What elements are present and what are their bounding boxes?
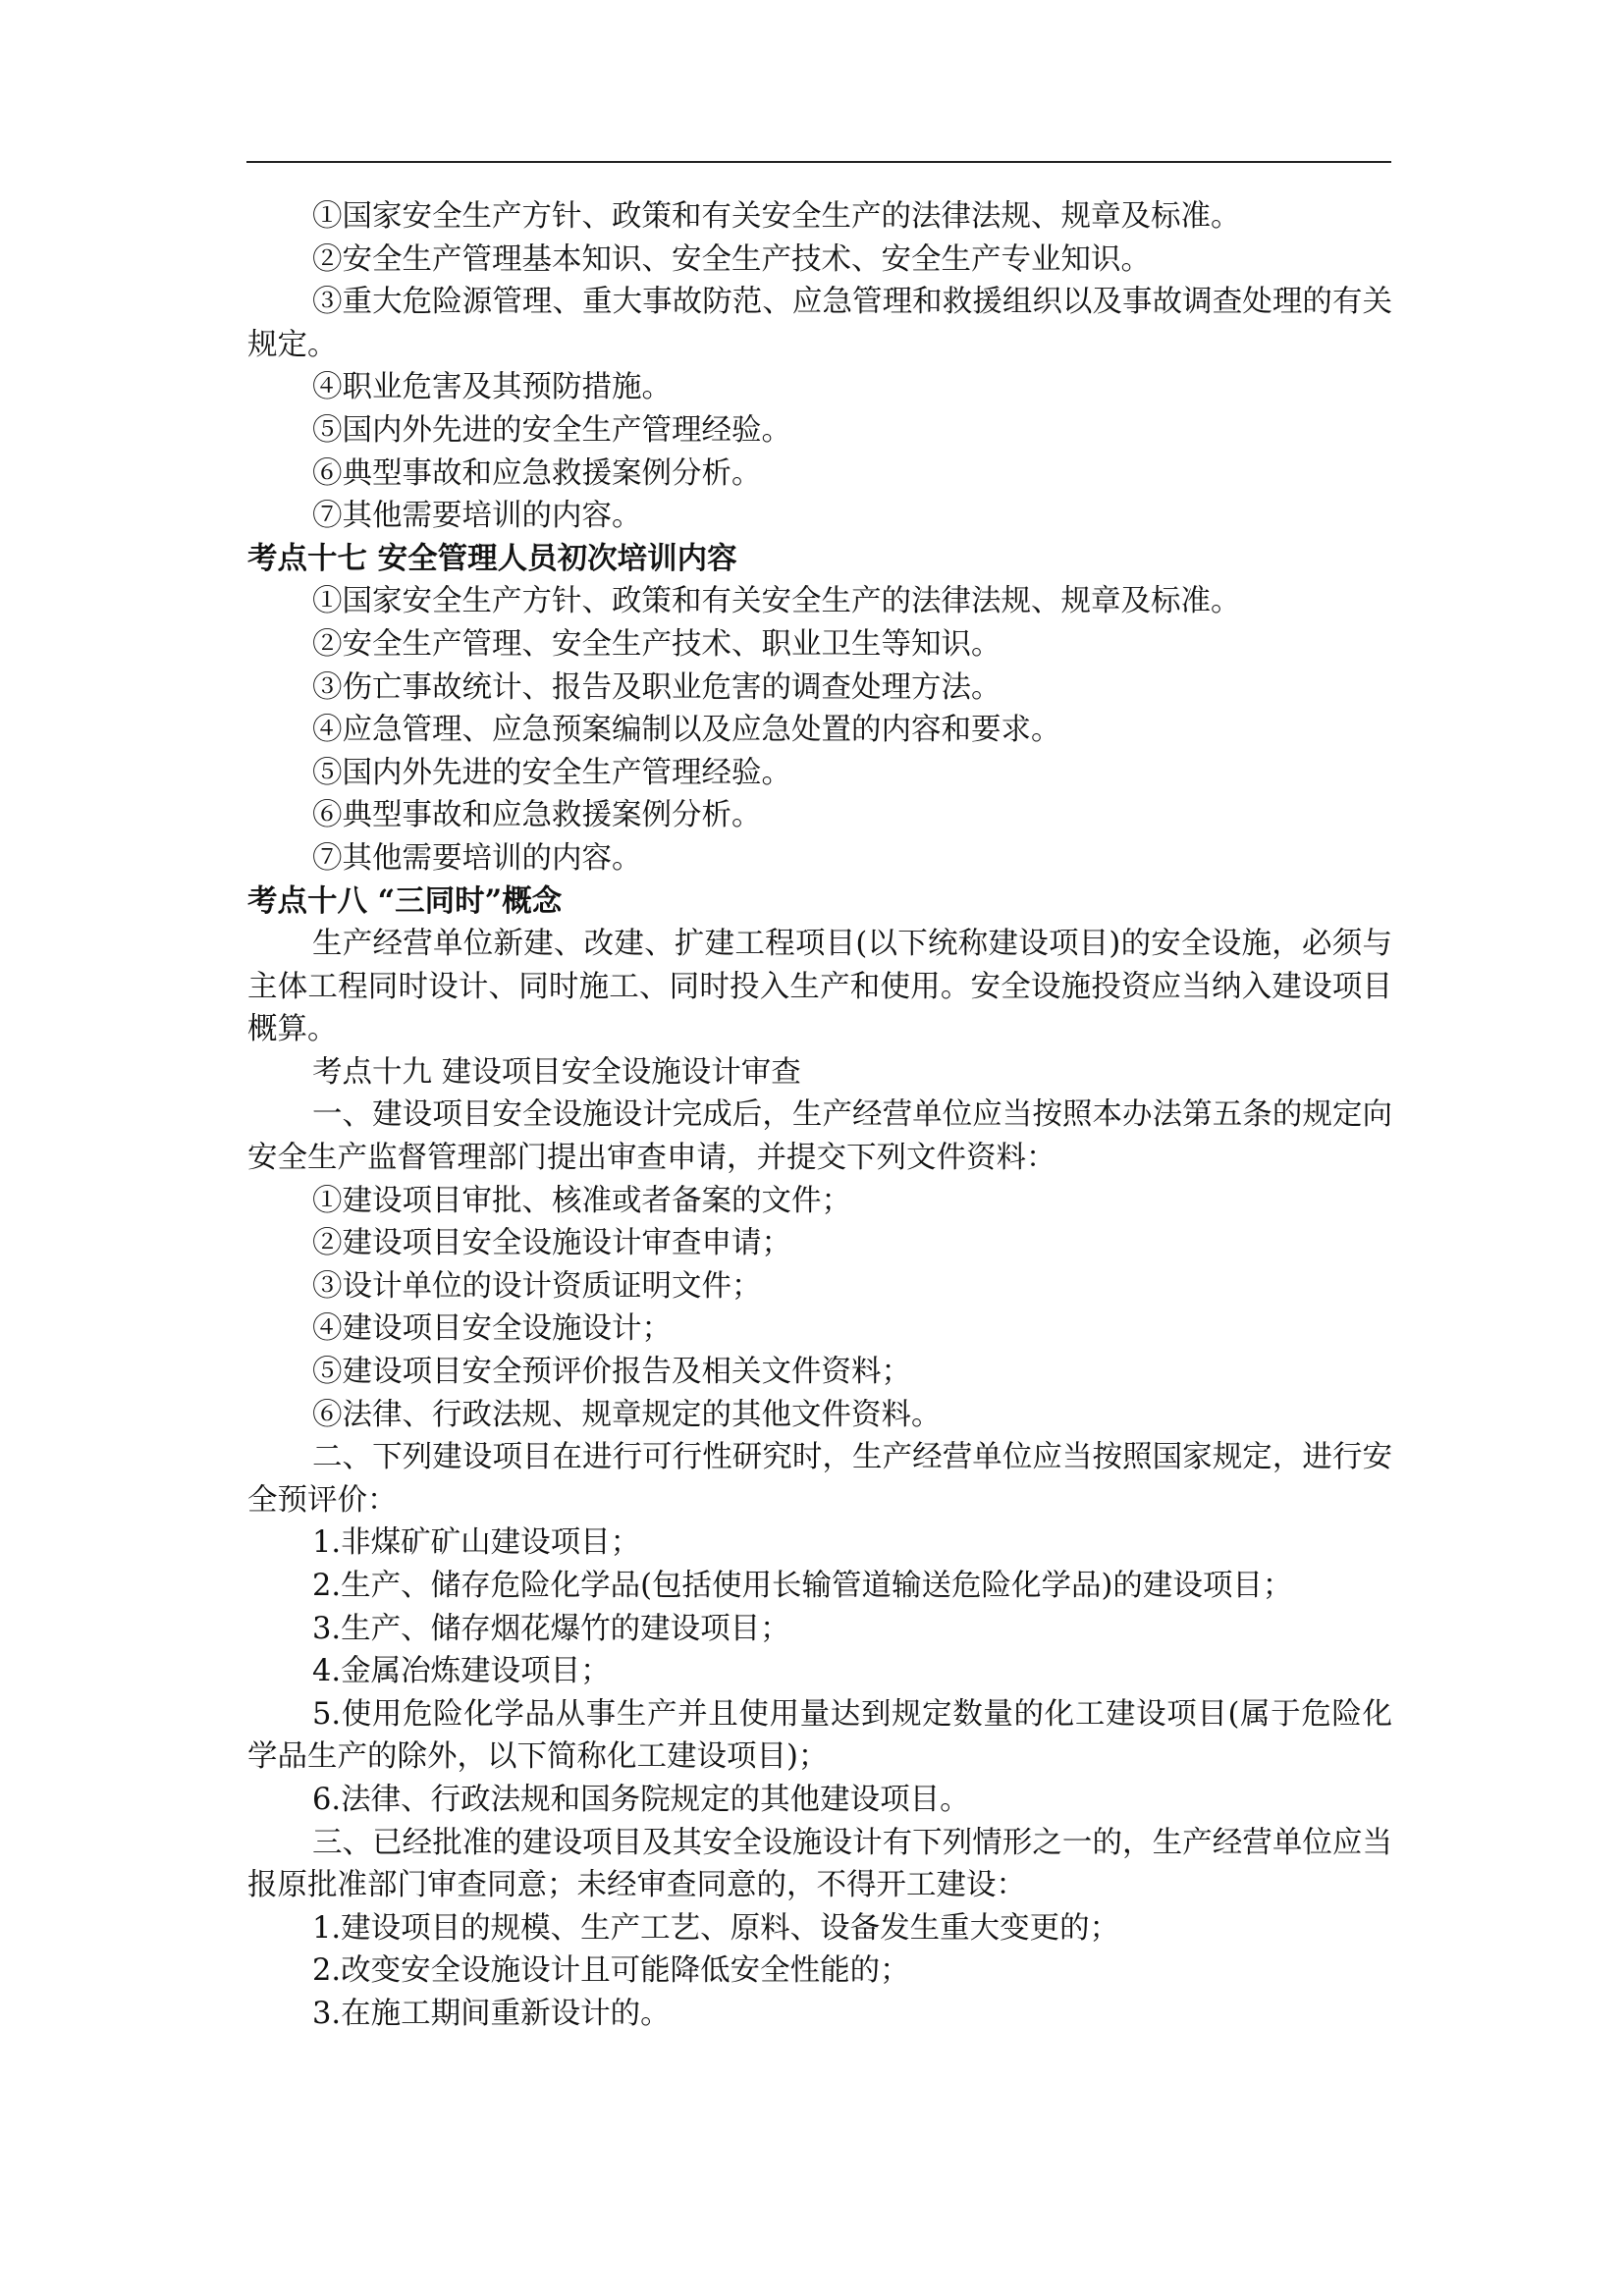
list-item: ②建设项目安全设施设计审查申请； — [312, 1226, 791, 1261]
list-item: ④职业危害及其预防措施。 — [312, 370, 672, 405]
paragraph: 生产经营单位新建、改建、扩建工程项目(以下统称建设项目)的安全设施，必须与主体工程同时设计、同时施工、同时投入生产和使用。安全设施投资应当纳入建设项目概算。 — [247, 927, 1392, 1047]
subsection-heading: 考点十九 建设项目安全设施设计审查 — [312, 1054, 801, 1090]
list-item: ⑥法律、行政法规、规章规定的其他文件资料。 — [312, 1397, 942, 1432]
list-item: 6.法律、行政法规和国务院规定的其他建设项目。 — [312, 1782, 970, 1817]
paragraph: 二、下列建设项目在进行可行性研究时，生产经营单位应当按照国家规定，进行安全预评价： — [247, 1440, 1392, 1518]
list-item: ⑥典型事故和应急救援案例分析。 — [312, 455, 762, 491]
list-item: ③设计单位的设计资质证明文件； — [312, 1268, 762, 1304]
list-item: 1.建设项目的规模、生产工艺、原料、设备发生重大变更的； — [312, 1910, 1120, 1946]
list-item: ①国家安全生产方针、政策和有关安全生产的法律法规、规章及标准。 — [312, 584, 1241, 619]
list-item: ③重大危险源管理、重大事故防范、应急管理和救援组织以及事故调查处理的有关规定。 — [247, 285, 1392, 362]
list-item: ③伤亡事故统计、报告及职业危害的调查处理方法。 — [312, 669, 1001, 705]
section-heading: 考点十七 安全管理人员初次培训内容 — [247, 540, 737, 576]
list-item: 4.金属冶炼建设项目； — [312, 1654, 611, 1689]
header-rule — [246, 161, 1391, 163]
list-item: ②安全生产管理基本知识、安全生产技术、安全生产专业知识。 — [312, 241, 1151, 277]
list-item: ①建设项目审批、核准或者备案的文件； — [312, 1183, 851, 1218]
list-item: ⑤建设项目安全预评价报告及相关文件资料； — [312, 1355, 911, 1390]
list-item: ①国家安全生产方针、政策和有关安全生产的法律法规、规章及标准。 — [312, 199, 1241, 234]
list-item: 3.生产、储存烟花爆竹的建设项目； — [312, 1611, 790, 1646]
list-item: ⑤国内外先进的安全生产管理经验。 — [312, 755, 791, 790]
list-item: ④建设项目安全设施设计； — [312, 1311, 672, 1347]
list-item: 3.在施工期间重新设计的。 — [312, 1996, 671, 2031]
list-item: ⑤国内外先进的安全生产管理经验。 — [312, 412, 791, 448]
list-item: 2.改变安全设施设计且可能降低安全性能的； — [312, 1953, 910, 1989]
document-body — [247, 195, 1392, 2036]
list-item: ⑦其他需要培训的内容。 — [312, 840, 642, 876]
list-item: 2.生产、储存危险化学品(包括使用长输管道输送危险化学品)的建设项目； — [312, 1569, 1293, 1603]
section-heading: 考点十八 “三同时”概念 — [247, 882, 563, 919]
paragraph: 三、已经批准的建设项目及其安全设施设计有下列情形之一的，生产经营单位应当报原批准部门审查同意；未经审查同意的，不得开工建设： — [247, 1825, 1392, 1903]
list-item: ②安全生产管理、安全生产技术、职业卫生等知识。 — [312, 626, 1001, 662]
paragraph: 一、建设项目安全设施设计完成后，生产经营单位应当按照本办法第五条的规定向安全生产监督管理部门提出审查申请，并提交下列文件资料： — [247, 1097, 1392, 1176]
list-item: 5.使用危险化学品从事生产并且使用量达到规定数量的化工建设项目(属于危险化学品生产的除外，以下简称化工建设项目)； — [247, 1696, 1392, 1775]
list-item: ⑥典型事故和应急救援案例分析。 — [312, 798, 762, 833]
list-item: ④应急管理、应急预案编制以及应急处置的内容和要求。 — [312, 713, 1061, 748]
list-item: 1.非煤矿矿山建设项目； — [312, 1525, 641, 1561]
list-item: ⑦其他需要培训的内容。 — [312, 499, 642, 534]
